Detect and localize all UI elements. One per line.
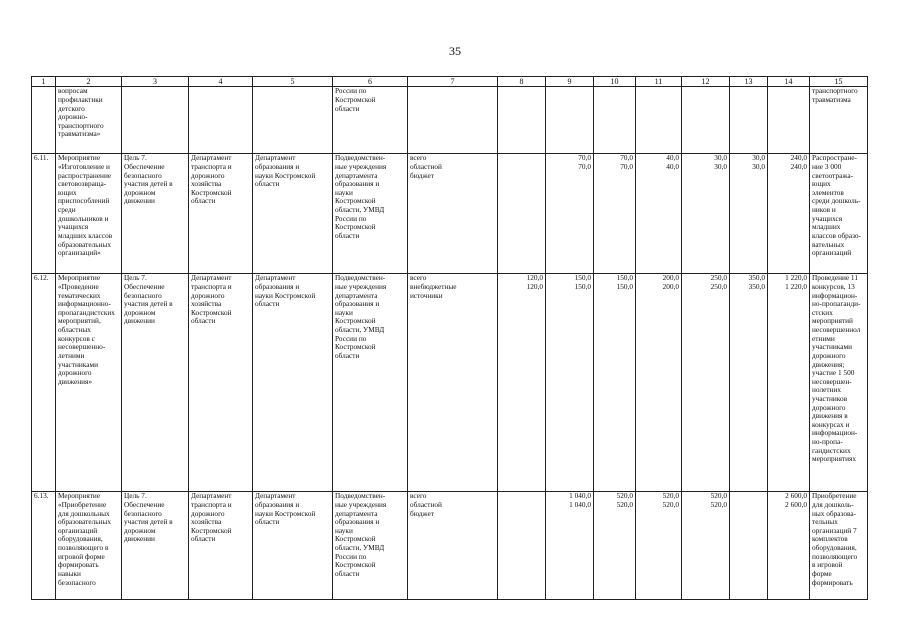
funding-source: всего областной бюджет — [408, 154, 498, 274]
responsible-executor: Департамент транспорта и дорожного хозяйства Костромской области — [189, 274, 253, 492]
row-index: 6.12. — [32, 274, 56, 492]
amount-cell: 150,0 150,0 — [594, 274, 636, 492]
activity-name: вопросам профилактики детского дорожно- транспортного травматизма» — [56, 87, 122, 154]
page-number: 35 — [449, 44, 461, 58]
expected-result: Проведение 11 конкурсов, 13 информацион- но-пропаганди- стских мероприятий несовершеннол етними участниками дорожного движения; участие 1 500 несовершен- нолетних участников дорожного движения в конкурсах и информацион- но-пропа- гандистских мероприятиях — [810, 274, 868, 492]
total-cell — [768, 87, 810, 154]
amount-cell: 40,0 40,0 — [636, 154, 682, 274]
amount-cell: 70,0 70,0 — [594, 154, 636, 274]
participants: Подведомствен- ные учреждения департамента образования и науки Костромской области, УМВД России по Костромской области — [333, 274, 408, 492]
column-number: 4 — [189, 77, 253, 87]
row-index — [32, 87, 56, 154]
table-header — [32, 77, 868, 87]
column-number: 11 — [636, 77, 682, 87]
column-number: 6 — [333, 77, 408, 87]
program-activities-table — [31, 76, 868, 600]
co-executor: Департамент образования и науки Костромской области — [253, 274, 333, 492]
funding-source — [408, 87, 498, 154]
row-index: 6.13. — [32, 492, 56, 600]
activity-name: Мероприятие «Изготовление и распространение световозвраща- ющих приспособлений среди дошкольников и учащихся младших классов образовательных организаций» — [56, 154, 122, 274]
amount-cell: 150,0 150,0 — [546, 274, 594, 492]
column-number: 5 — [253, 77, 333, 87]
co-executor — [253, 87, 333, 154]
amount-cell: 350,0 350,0 — [730, 274, 768, 492]
participants: Подведомствен- ные учреждения департамента образования и науки Костромской области, УМВД России по Костромской области — [333, 154, 408, 274]
funding-source: всего областной бюджет — [408, 492, 498, 600]
goal: Цель 7. Обеспечение безопасного участия детей в дорожном движении — [122, 274, 189, 492]
amount-cell — [498, 492, 546, 600]
participants: Подведомствен- ные учреждения департамента образования и науки Костромской области, УМВД России по Костромской области — [333, 492, 408, 600]
column-number: 15 — [810, 77, 868, 87]
column-number: 7 — [408, 77, 498, 87]
co-executor: Департамент образования и науки Костромской области — [253, 154, 333, 274]
total-cell: 1 220,0 1 220,0 — [768, 274, 810, 492]
amount-cell: 1 040,0 1 040,0 — [546, 492, 594, 600]
amount-cell — [730, 87, 768, 154]
amount-cell — [498, 154, 546, 274]
amount-cell: 70,0 70,0 — [546, 154, 594, 274]
header-row — [32, 77, 868, 87]
amount-cell: 520,0 520,0 — [594, 492, 636, 600]
responsible-executor: Департамент транспорта и дорожного хозяйства Костромской области — [189, 492, 253, 600]
expected-result: Приобретение для дошколь- ных образова- тельных организаций 7 комплектов оборудования, позволяющего в игровой форме формировать — [810, 492, 868, 600]
amount-cell: 200,0 200,0 — [636, 274, 682, 492]
total-cell: 240,0 240,0 — [768, 154, 810, 274]
amount-cell — [546, 87, 594, 154]
table-row — [32, 87, 868, 154]
amount-cell: 30,0 30,0 — [682, 154, 730, 274]
column-number: 13 — [730, 77, 768, 87]
goal — [122, 87, 189, 154]
amount-cell — [636, 87, 682, 154]
expected-result: Распростране- ние 3 000 светоотража- ющих элементов среди дошколь- ников и учащихся младших классов образо- вательных организаций — [810, 154, 868, 274]
amount-cell: 520,0 520,0 — [636, 492, 682, 600]
column-number: 2 — [56, 77, 122, 87]
activity-name: Мероприятие «Проведение тематических информационно- пропагандистских мероприятий, областных конкурсов с несовершенно- летними участниками дорожного движения» — [56, 274, 122, 492]
table-row — [32, 492, 868, 600]
column-number: 14 — [768, 77, 810, 87]
participants: России по Костромской области — [333, 87, 408, 154]
responsible-executor — [189, 87, 253, 154]
column-number: 10 — [594, 77, 636, 87]
column-number: 1 — [32, 77, 56, 87]
co-executor: Департамент образования и науки Костромской области — [253, 492, 333, 600]
amount-cell — [498, 87, 546, 154]
amount-cell: 30,0 30,0 — [730, 154, 768, 274]
activity-name: Мероприятие «Приобретение для дошкольных образовательных организаций оборудования, позволяющего в игровой форме формировать навыки безопасного — [56, 492, 122, 600]
goal: Цель 7. Обеспечение безопасного участия детей в дорожном движении — [122, 154, 189, 274]
expected-result: транспортного травматизма — [810, 87, 868, 154]
amount-cell: 120,0 120,0 — [498, 274, 546, 492]
goal: Цель 7. Обеспечение безопасного участия детей в дорожном движении — [122, 492, 189, 600]
amount-cell — [594, 87, 636, 154]
amount-cell: 250,0 250,0 — [682, 274, 730, 492]
column-number: 12 — [682, 77, 730, 87]
responsible-executor: Департамент транспорта и дорожного хозяйства Костромской области — [189, 154, 253, 274]
amount-cell — [730, 492, 768, 600]
amount-cell — [682, 87, 730, 154]
row-index: 6.11. — [32, 154, 56, 274]
column-number: 9 — [546, 77, 594, 87]
funding-source: всего внебюджетные источники — [408, 274, 498, 492]
table-row — [32, 274, 868, 492]
column-number: 8 — [498, 77, 546, 87]
table-row — [32, 154, 868, 274]
total-cell: 2 600,0 2 600,0 — [768, 492, 810, 600]
amount-cell: 520,0 520,0 — [682, 492, 730, 600]
column-number: 3 — [122, 77, 189, 87]
